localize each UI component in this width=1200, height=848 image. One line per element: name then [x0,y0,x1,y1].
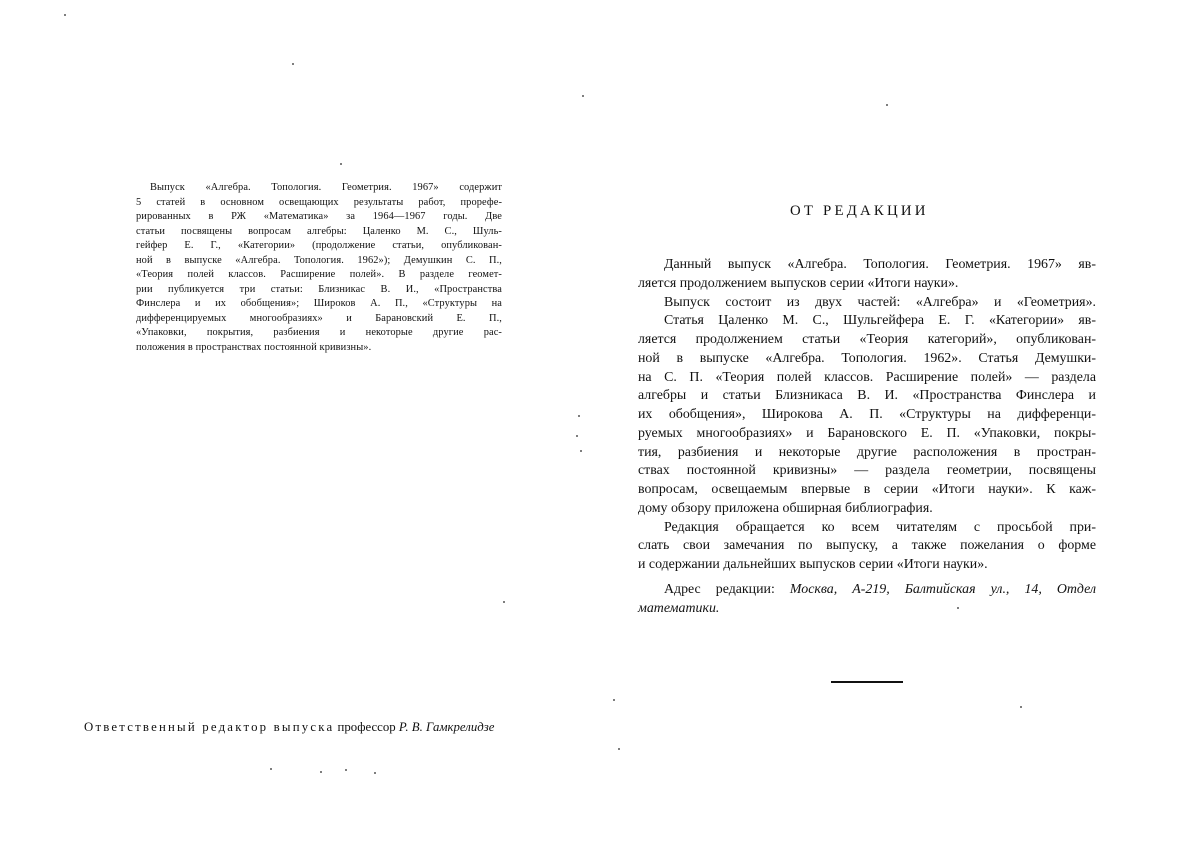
body-line: на С. П. «Теория полей классов. Расширение полей» — раздела [638,369,1096,385]
right-page [600,0,1200,848]
scan-speck [1020,706,1022,708]
abstract-line: гейфер Е. Г., «Категории» (продолжение статьи, опубликован- [136,240,502,252]
abstract-line: «Упаковки, покрытия, разбиения и некоторые другие рас- [136,327,502,339]
scan-speck [340,163,342,165]
body-line: Данный выпуск «Алгебра. Топология. Геометрия. 1967» яв- [664,257,1096,272]
address-value-continued: математики. [638,600,720,616]
scan-speck [886,104,888,106]
responsible-editor-line [84,720,494,735]
address-paragraph [638,581,1096,619]
scan-speck [503,601,505,603]
abstract-line: рированных в РЖ «Математика» за 1964—1967 годы. Две [136,211,502,223]
body-line: ной в выпуске «Алгебра. Топология. 1962». Статья Демушки- [638,350,1096,366]
scan-speck [580,450,582,452]
scan-speck [320,771,322,773]
scan-speck [374,772,376,774]
scan-speck [613,699,615,701]
abstract-line: дифференцируемых многообразиях» и Барановский Е. П., [136,312,502,324]
body-line: ствах постоянной кривизны» — раздела геометрии, посвящены [638,463,1096,479]
scan-speck [618,748,620,750]
editorial-note [638,256,1096,618]
editor-name: Р. В. Гамкрелидзе [398,720,495,734]
abstract-line: «Теория полей классов. Расширение полей». В разделе геомет- [136,269,502,281]
body-line: ляется продолжением выпусков серии «Итоги науки». [638,275,959,291]
body-line: тия, разбиения и некоторые другие расположения в простран- [638,444,1096,460]
section-title: ОТ РЕДАКЦИИ [790,203,929,219]
scan-speck [576,435,578,437]
paragraph [638,519,1096,575]
body-line: Редакция обращается ко всем читателям с просьбой при- [664,519,1096,535]
paragraph [638,294,1096,313]
body-line: Статья Цаленко М. С., Шульгейфера Е. Г. «Категории» яв- [664,313,1096,329]
body-line: и содержании дальнейших выпусков серии «Итоги науки». [638,557,988,572]
body-line: ляется продолжением статьи «Теория категорий», опубликован- [638,332,1096,347]
abstract-line: Выпуск «Алгебра. Топология. Геометрия. 1967» содержит [150,182,502,193]
address-label: Адрес редакции: [664,581,775,597]
abstract-line: 5 статей в основном освещающих результаты работ, прорефе- [136,196,502,208]
paragraph [638,256,1096,294]
body-line: Выпуск состоит из двух частей: «Алгебра» и «Геометрия». [664,294,1096,310]
body-line: дому обзору приложена обширная библиография. [638,500,933,516]
editor-prefix: Ответственный редактор выпуска [84,720,335,734]
scan-speck [292,63,294,65]
body-line: алгебры и статьи Близникаса В. И. «Пространства Финслера и [638,388,1096,404]
scan-speck [957,607,959,609]
address-value: Москва, А-219, Балтийская ул., 14, Отдел [789,581,1096,597]
scan-speck [582,95,584,97]
scan-speck [345,769,347,771]
abstract-line: Финслера и их обобщения»; Широков А. П., «Структуры на [136,298,502,310]
abstract-line: положения в пространствах постоянной кривизны». [136,342,372,354]
scan-speck [578,415,580,417]
body-line: их обобщения», Широкова А. П. «Структуры на дифференци- [638,407,1096,422]
abstract-line: рии публикуется три статьи: Близникас В. И., «Пространства [136,283,502,295]
body-line: руемых многообразиях» и Барановского Е. П. «Упаковки, покры- [638,425,1096,441]
scan-speck [64,14,66,16]
abstract-line: статьи посвящены вопросам алгебры: Цаленко М. С., Шуль- [136,225,502,237]
closing-rule [831,681,903,683]
editor-title: профессор [337,720,396,734]
paragraph [638,312,1096,518]
abstract-line: ной в выпуске «Алгебра. Топология. 1962»); Демушкин С. П., [136,254,502,266]
body-line: вопросам, освещаемым впервые в серии «Итоги науки». К каж- [638,482,1096,497]
scan-speck [270,768,272,770]
address-line [638,600,1096,619]
address-line [638,581,1096,600]
body-line: слать свои замечания по выпуску, а также пожелания о форме [638,538,1096,554]
issue-abstract [136,181,502,356]
